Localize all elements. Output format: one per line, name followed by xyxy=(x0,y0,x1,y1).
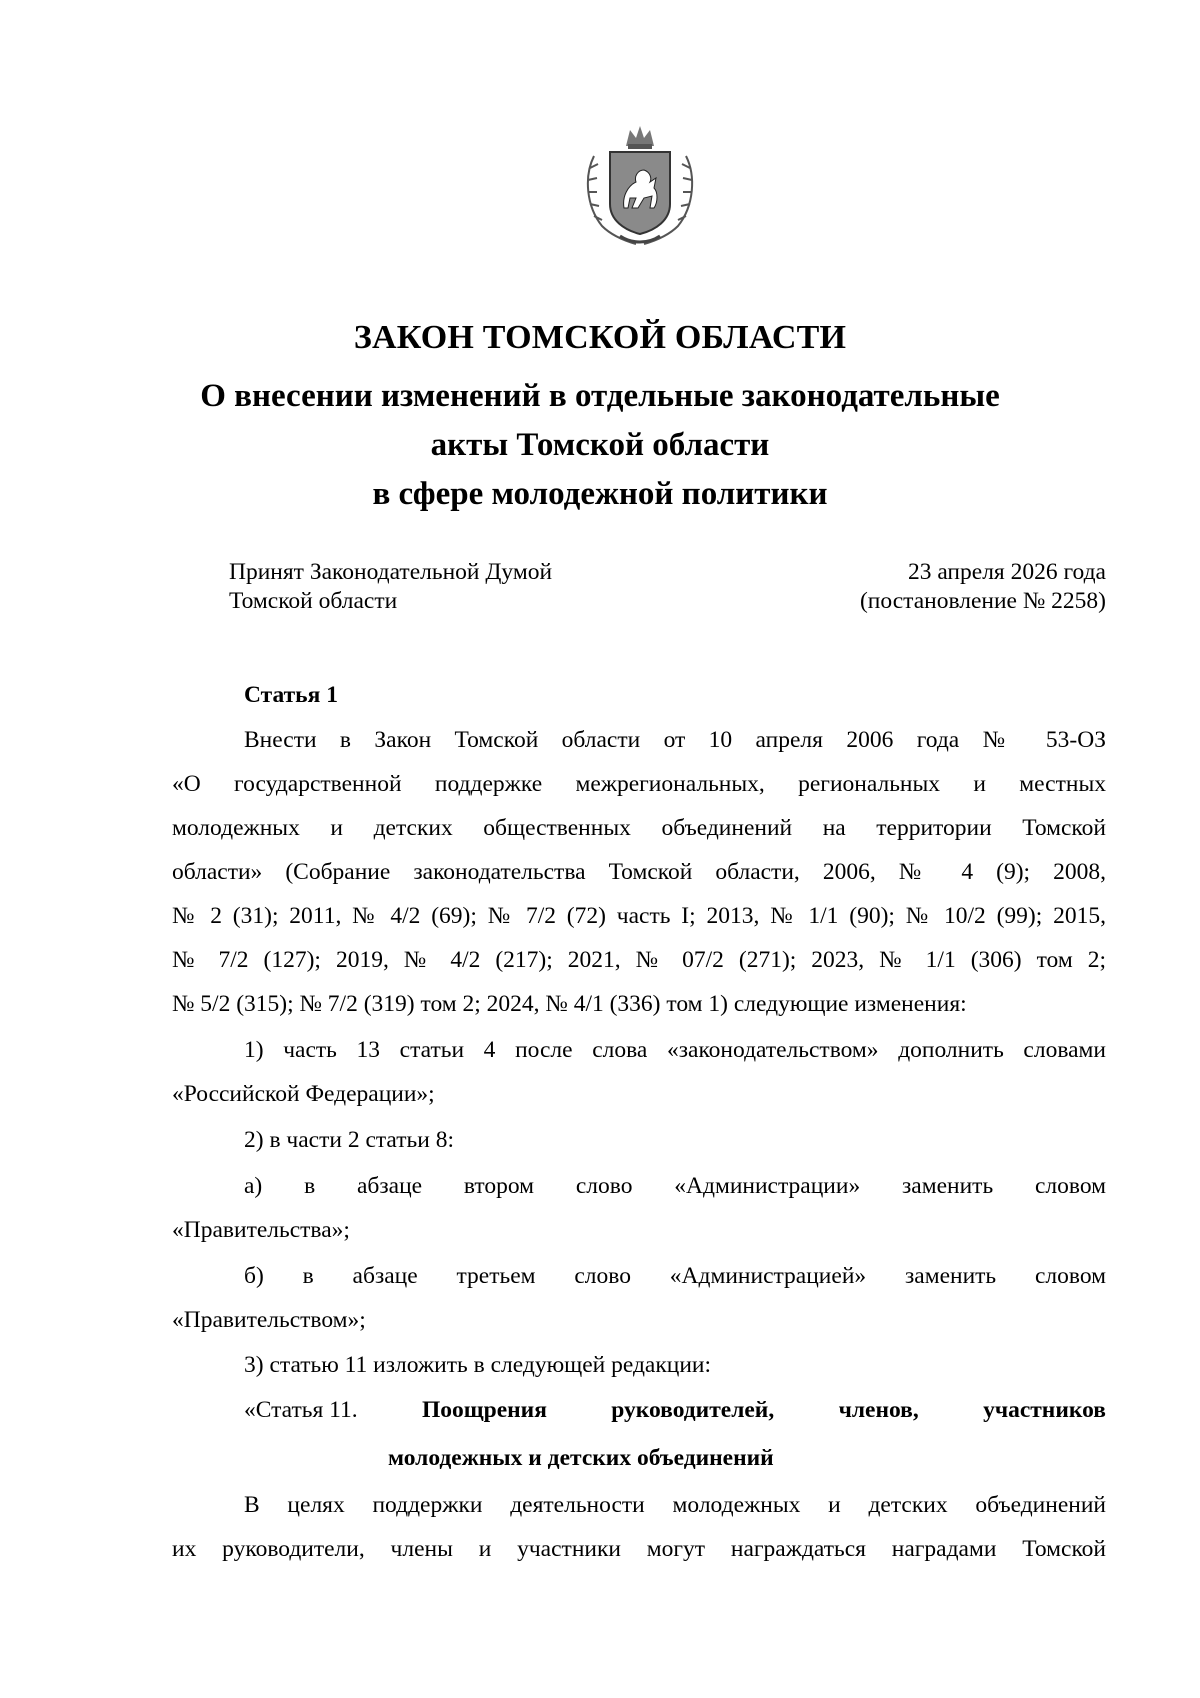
article-heading: Статья 1 xyxy=(244,682,338,708)
article-11-title-word: Поощрения xyxy=(422,1397,547,1423)
body-line: молодежных и детских общественных объединений на территории Томской xyxy=(172,815,1106,841)
article-11-heading-line2: молодежных и детских объединений xyxy=(388,1445,774,1471)
law-subtitle xyxy=(150,372,1050,519)
subtitle-line: акты Томской области xyxy=(430,427,770,463)
body-line: 2) в части 2 статьи 8: xyxy=(244,1127,454,1153)
body-line: В целях поддержки деятельности молодежных и детских объединений xyxy=(244,1492,1106,1518)
subtitle-line: в сфере молодежной политики xyxy=(372,476,828,512)
body-line: а) в абзаце втором слово «Администрации» заменить словом xyxy=(244,1173,1106,1199)
adopted-by xyxy=(229,558,552,616)
adopted-by-line: Томской области xyxy=(229,588,398,614)
article-11-prefix: «Статья 11. xyxy=(244,1397,358,1423)
body-line: № 5/2 (315); № 7/2 (319) том 2; 2024, № 4/1 (336) том 1) следующие изменения: xyxy=(172,991,967,1017)
resolution-number: (постановление № 2258) xyxy=(859,588,1106,614)
body-line: Внести в Закон Томской области от 10 апреля 2006 года № 53-ОЗ xyxy=(244,727,1106,753)
body-line: № 7/2 (127); 2019, № 4/2 (217); 2021, № 07/2 (271); 2023, № 1/1 (306) том 2; xyxy=(172,947,1106,973)
body-line: «Правительства»; xyxy=(172,1217,350,1243)
adoption-date xyxy=(860,558,1106,616)
article-11-title-word: руководителей, xyxy=(611,1397,775,1423)
article-11-title-word: участников xyxy=(983,1397,1106,1423)
body-line: «Правительством»; xyxy=(172,1307,366,1333)
body-line: 3) статью 11 изложить в следующей редакции: xyxy=(244,1352,712,1378)
subtitle-line: О внесении изменений в отдельные законодательные xyxy=(200,378,1000,414)
body-line: «Российской Федерации»; xyxy=(172,1081,435,1107)
article-11-heading xyxy=(244,1395,1106,1425)
adoption-date-line: 23 апреля 2026 года xyxy=(907,559,1106,585)
body-line: «О государственной поддержке межрегиональных, региональных и местных xyxy=(172,771,1106,797)
body-line: б) в абзаце третьем слово «Администрацией» заменить словом xyxy=(244,1263,1106,1289)
body-line: их руководители, члены и участники могут награждаться наградами Томской xyxy=(172,1536,1106,1562)
law-title: ЗАКОН ТОМСКОЙ ОБЛАСТИ xyxy=(353,319,847,356)
coat-of-arms-emblem xyxy=(580,116,700,252)
body-line: № 2 (31); 2011, № 4/2 (69); № 7/2 (72) часть I; 2013, № 1/1 (90); № 10/2 (99); 2015, xyxy=(172,903,1106,929)
body-line: 1) часть 13 статьи 4 после слова «законодательством» дополнить словами xyxy=(244,1037,1106,1063)
body-line: области» (Собрание законодательства Томской области, 2006, № 4 (9); 2008, xyxy=(172,859,1106,885)
adopted-by-line: Принят Законодательной Думой xyxy=(229,559,553,585)
article-11-title-word: членов, xyxy=(838,1397,919,1423)
